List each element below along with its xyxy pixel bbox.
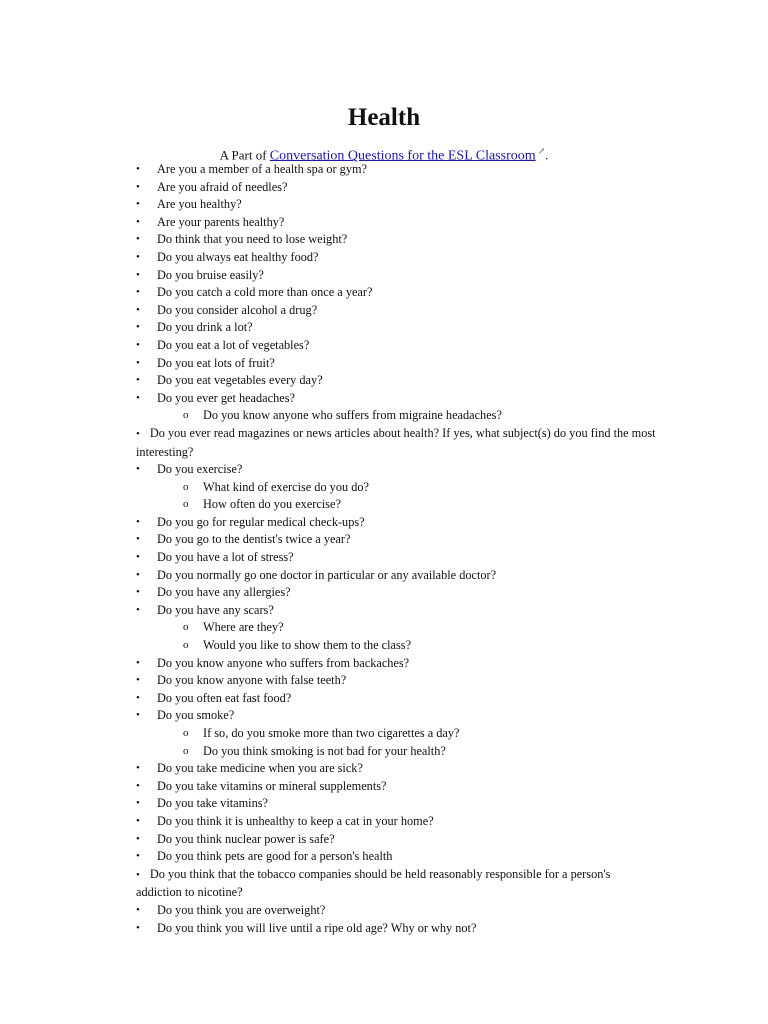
question-item: [136, 866, 768, 902]
bullet-marker: •: [136, 921, 140, 934]
question-item: [0, 319, 768, 337]
bullet-marker: •: [136, 180, 140, 193]
question-item: [0, 372, 768, 390]
bullet-marker: •: [136, 356, 140, 369]
sub-bullet-marker: o: [183, 480, 189, 493]
sub-question-item: [0, 743, 768, 761]
external-link-icon: ↗: [537, 146, 546, 156]
question-text: Do you take vitamins?: [157, 796, 268, 811]
subtitle-prefix: A Part of: [219, 147, 267, 163]
bullet-marker: •: [136, 586, 140, 599]
question-item: [0, 161, 768, 179]
question-item: [0, 249, 768, 267]
question-text: Do you think nuclear power is safe?: [157, 831, 335, 846]
question-text: Do you go to the dentist's twice a year?: [157, 532, 351, 547]
bullet-marker: •: [136, 797, 140, 810]
question-item: [0, 514, 768, 532]
question-text: Do you exercise?: [157, 462, 243, 477]
question-text: Do you take vitamins or mineral supplements?: [157, 778, 387, 793]
sub-question-item: [0, 407, 768, 425]
bullet-marker: •: [136, 163, 140, 175]
question-item: [0, 902, 768, 920]
bullet-marker: •: [136, 215, 140, 228]
question-item: [0, 920, 768, 938]
bullet-marker: •: [136, 374, 140, 387]
question-text: Do you think you are overweight?: [157, 902, 326, 917]
question-text: Do you think that the tobacco companies should be held reasonably responsible for a person's addiction to nicotine?: [136, 866, 611, 900]
question-text: Do you eat lots of fruit?: [157, 355, 275, 370]
question-text: Do you think it is unhealthy to keep a cat in your home?: [157, 813, 434, 828]
bullet-marker: •: [136, 198, 140, 211]
question-text: Do you know anyone who suffers from backaches?: [157, 655, 410, 670]
question-text: Do you think smoking is not bad for your health?: [203, 743, 446, 758]
question-item: [0, 584, 768, 602]
question-item: [0, 655, 768, 673]
question-item: [0, 337, 768, 355]
question-item: [0, 267, 768, 285]
bullet-marker: •: [136, 321, 140, 334]
question-text: Do you catch a cold more than once a year?: [157, 285, 373, 300]
question-text: Do you ever get headaches?: [157, 390, 295, 405]
question-item: [0, 549, 768, 567]
bullet-marker: •: [136, 674, 140, 687]
question-item: [0, 602, 768, 620]
question-text: Are you a member of a health spa or gym?: [157, 162, 367, 176]
bullet-marker: •: [136, 286, 140, 299]
bullet-marker: •: [136, 427, 140, 440]
question-item: [0, 461, 768, 479]
source-link[interactable]: Conversation Questions for the ESL Classroom: [269, 148, 536, 164]
sub-bullet-marker: o: [183, 621, 189, 634]
bullet-marker: •: [136, 603, 140, 616]
question-item: [0, 831, 768, 849]
bullet-marker: •: [136, 903, 140, 916]
question-text: Do you ever read magazines or news articles about health? If yes, what subject(s) do you find the most interesting?: [136, 425, 656, 459]
question-text: Do you consider alcohol a drug?: [157, 302, 318, 317]
question-item: [0, 760, 768, 778]
question-item: [136, 425, 768, 461]
question-text: Do you drink a lot?: [157, 320, 253, 335]
bullet-marker: •: [136, 568, 140, 581]
bullet-marker: •: [136, 850, 140, 863]
question-text: Are you healthy?: [157, 197, 242, 212]
question-text: Do you normally go one doctor in particular or any available doctor?: [157, 567, 497, 582]
question-text: Do you know anyone who suffers from migraine headaches?: [203, 408, 502, 423]
question-text: What kind of exercise do you do?: [203, 479, 369, 494]
bullet-marker: •: [136, 709, 140, 722]
question-text: Do you think pets are good for a person's health: [157, 849, 393, 864]
bullet-marker: •: [136, 250, 140, 263]
question-item: [0, 179, 768, 197]
bullet-marker: •: [136, 814, 140, 827]
bullet-marker: •: [136, 533, 140, 546]
question-text: Do you know anyone with false teeth?: [157, 673, 347, 688]
bullet-marker: •: [136, 832, 140, 845]
question-text: Do you eat vegetables every day?: [157, 373, 323, 388]
question-text: Do you eat a lot of vegetables?: [157, 337, 310, 352]
sub-question-item: [0, 725, 768, 743]
bullet-marker: •: [136, 233, 140, 246]
bullet-marker: •: [136, 551, 140, 564]
sub-bullet-marker: o: [183, 727, 189, 739]
bullet-marker: •: [136, 691, 140, 704]
question-item: [0, 795, 768, 813]
question-text: Do you smoke?: [157, 708, 235, 723]
question-text: Do you have a lot of stress?: [157, 550, 294, 565]
question-text: How often do you exercise?: [203, 497, 341, 512]
sub-bullet-marker: o: [183, 744, 189, 757]
question-text: Are you afraid of needles?: [157, 179, 288, 194]
question-text: Do think that you need to lose weight?: [157, 232, 348, 247]
question-text: Do you bruise easily?: [157, 267, 264, 282]
question-item: [0, 390, 768, 408]
question-item: [0, 813, 768, 831]
subtitle-suffix: .: [545, 147, 549, 163]
question-text: Do you have any allergies?: [157, 585, 291, 600]
sub-question-item: [0, 619, 768, 637]
bullet-marker: •: [136, 779, 140, 792]
question-item: [0, 567, 768, 585]
question-text: Do you think you will live until a ripe old age? Why or why not?: [157, 920, 477, 935]
question-item: [0, 672, 768, 690]
bullet-marker: •: [136, 868, 140, 881]
question-item: [0, 196, 768, 214]
sub-question-item: [0, 479, 768, 497]
question-item: [0, 355, 768, 373]
bullet-marker: •: [136, 303, 140, 316]
question-item: [0, 531, 768, 549]
question-item: [0, 778, 768, 796]
bullet-marker: •: [136, 391, 140, 404]
sub-bullet-marker: o: [183, 498, 189, 511]
sub-question-item: [0, 496, 768, 514]
bullet-marker: •: [136, 463, 140, 476]
question-item: [0, 690, 768, 708]
sub-bullet-marker: o: [183, 639, 189, 652]
bullet-marker: •: [136, 338, 140, 351]
bullet-marker: •: [136, 515, 140, 528]
question-item: [0, 848, 768, 866]
bullet-marker: •: [136, 762, 140, 775]
question-text: Do you go for regular medical check-ups?: [157, 514, 365, 529]
question-text: If so, do you smoke more than two cigarettes a day?: [203, 726, 460, 740]
bullet-marker: •: [136, 656, 140, 669]
question-list: [0, 161, 768, 937]
question-item: [0, 707, 768, 725]
question-text: Would you like to show them to the class?: [203, 638, 412, 653]
question-text: Where are they?: [203, 620, 284, 635]
sub-question-item: [0, 637, 768, 655]
question-text: Do you take medicine when you are sick?: [157, 761, 363, 776]
question-item: [0, 284, 768, 302]
question-text: Do you always eat healthy food?: [157, 249, 319, 264]
question-item: [0, 302, 768, 320]
question-item: [0, 214, 768, 232]
question-text: Are your parents healthy?: [157, 214, 285, 229]
question-item: [0, 231, 768, 249]
bullet-marker: •: [136, 268, 140, 281]
question-text: Do you often eat fast food?: [157, 690, 292, 705]
sub-bullet-marker: o: [183, 409, 189, 422]
page-title: Health: [347, 104, 421, 131]
question-text: Do you have any scars?: [157, 602, 274, 617]
